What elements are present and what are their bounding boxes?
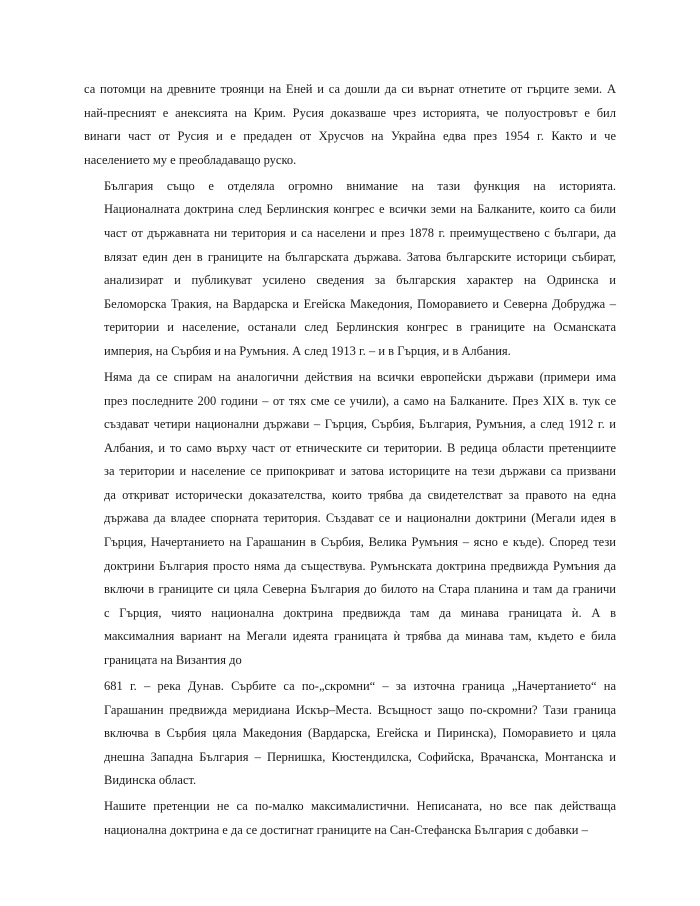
paragraph <box>84 175 616 364</box>
text-line: България също е отделяла огромно внимание на тази функция на историята. <box>104 178 616 193</box>
text-line: границата на Византия до <box>104 653 242 668</box>
text-line: Гърция, Начертанието на Гарашанин в Сърбия, Велика Румъния – ясно е къде). Според тези <box>104 535 616 550</box>
text-line: с Гърция, чиято национална доктрина предвижда там да минава границата ѝ. А в <box>104 605 616 620</box>
text-line: включи в границите си цяла Северна България до билото на Стара планина и там да граничи <box>104 582 616 597</box>
text-line: за територии и население се припокриват и затова историците на тези държави са призвани <box>104 464 616 479</box>
document-body <box>84 78 616 843</box>
text-line: Гарашанин предвижда меридиана Искър–Места. Всъщност защо по-скромни? Тази граница <box>104 702 616 717</box>
text-line: населението му е преобладаващо руско. <box>84 152 297 167</box>
text-line: Албания, и то само върху част от етническите си територии. В редица области претенциите <box>104 440 616 455</box>
text-line: част от държавната ни територия и са населени и през 1878 г. преимуществено с българи, да <box>104 225 616 240</box>
text-line: доктрини България просто няма да съществува. Румънската доктрина предвижда Румъния да <box>104 558 616 573</box>
text-line: Националната доктрина след Берлинския конгрес е всички земи на Балканите, които са били <box>104 202 616 217</box>
text-line: влязат един ден в границите на българската държава. Затова българските историци събират, <box>104 249 616 264</box>
text-line: Няма да се спирам на аналогични действия на всички европейски държави (примери има <box>104 369 616 384</box>
text-line: максималния вариант на Мегали идеята границата ѝ трябва да минава там, където е била <box>104 629 616 644</box>
text-line: са потомци на древните троянци на Еней и са дошли да си върнат отнетите от гърците земи. А <box>84 82 616 96</box>
text-line: най-пресният е анексията на Крим. Русия доказваше чрез историята, че полуостровът е бил <box>84 105 616 120</box>
paragraph <box>84 675 616 793</box>
text-line: Нашите претенции не са по-малко максималистични. Неписаната, но все пак действаща <box>104 799 616 814</box>
text-line: империя, на Сърбия и на Румъния. А след 1913 г. – и в Гърция, и в Албания. <box>104 343 511 358</box>
text-line: територии и население, останали след Берлинския конгрес в границите на Османската <box>104 320 616 335</box>
text-line: включва в Сърбия цяла Македония (Вардарска, Егейска и Пиринска), Поморавието и цяла <box>104 726 616 741</box>
text-line: създават четири национални държави – Гърция, Сърбия, България, Румъния, а след 1912 г. и <box>104 417 616 432</box>
text-line: Видинска област. <box>104 773 197 788</box>
paragraph <box>84 366 616 673</box>
text-line: Беломорска Тракия, на Вардарска и Егейска Македония, Поморавието и Северна Добруджа – <box>104 296 616 311</box>
text-line: 681 г. – река Дунав. Сърбите са по-„скромни“ – за източна граница „Начертанието“ на <box>104 679 616 694</box>
text-line: държава да владее спорната територия. Създават се и национални доктрини (Мегали идея в <box>104 511 616 526</box>
text-line: днешна Западна България – Пернишка, Кюстендилска, Софийска, Врачанска, Монтанска и <box>104 749 616 764</box>
text-line: през последните 200 години – от тях сме се учили), а само на Балканите. През XIX в. тук се <box>104 393 616 408</box>
paragraph <box>84 795 616 842</box>
text-line: да откриват исторически доказателства, които трябва да свидетелстват за правото на една <box>104 487 616 502</box>
text-line: национална доктрина е да се достигнат границите на Сан-Стефанска България с добавки – <box>104 822 588 837</box>
text-line: винаги част от Русия и е предаден от Хрусчов на Украйна едва през 1954 г. Както и че <box>84 129 616 144</box>
paragraph <box>84 78 616 172</box>
text-line: анализират и публикуват усилено сведения за българския характер на Одринска и <box>104 273 616 288</box>
